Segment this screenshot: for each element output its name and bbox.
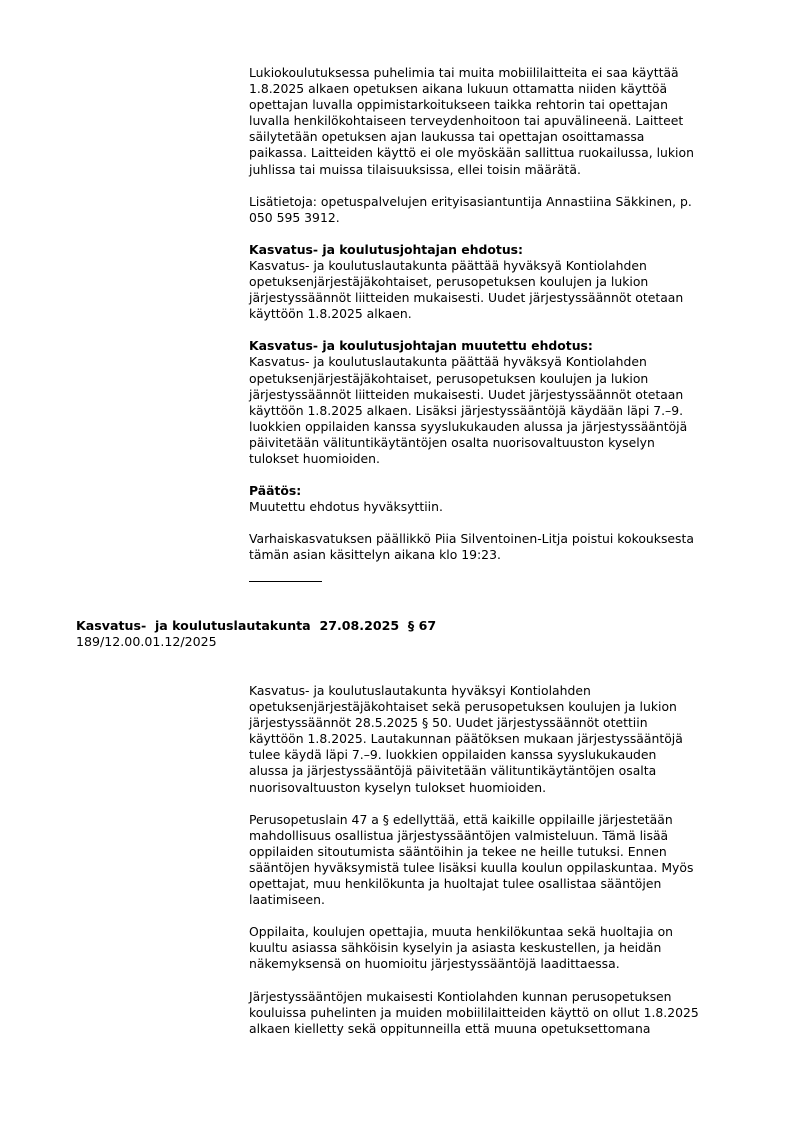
- section-2-body: [249, 683, 739, 1037]
- section-2-header: [76, 618, 436, 650]
- proposal-heading: Kasvatus- ja koulutusjohtajan ehdotus:: [249, 241, 523, 257]
- section-1-body: [249, 65, 739, 563]
- decision-heading: Päätös:: [249, 483, 302, 499]
- paragraph-background: Kasvatus- ja koulutuslautakunta hyväksyi Kontiolahden opetuksenjärjestäjäkohtaiset sekä perusopetuksen koulujen ja lukion järjestyssäännöt 28.5.2025 § 50. Uudet järjestyssäännöt otettiin käyttöön 1.8.2025. Lautakunnan päätöksen mukaan järjestyssääntöjä tulee käydä läpi 7.–9. luokkien oppilaiden kanssa syyslukukauden alussa ja järjestyssääntöjä päivitetään välituntikäytäntöjen osalta nuorisovaltuuston kyselyn tulokset huomioiden.: [249, 683, 683, 795]
- amended-proposal-text: Kasvatus- ja koulutuslautakunta päättää hyväksyä Kontiolahden opetuksenjärjestäjäkohtaiset, perusopetuksen koulujen ja lukion järjestyssäännöt liitteiden mukaisesti. Uudet järjestyssäännöt otetaan käyttöön 1.8.2025 alkaen. Lisäksi järjestyssääntöjä käydään läpi 7.–9. luokkien oppilaiden kanssa syyslukukauden alussa ja järjestyssääntöjä päivitetään välituntikäytäntöjen osalta nuorisovaltuuston kyselyn tulokset huomioiden.: [249, 354, 688, 466]
- case-reference-number: 189/12.00.01.12/2025: [76, 634, 217, 649]
- section-divider-rule: [249, 581, 322, 582]
- meeting-title: Kasvatus- ja koulutuslautakunta 27.08.2025 § 67: [76, 618, 437, 633]
- paragraph-law-reference: Perusopetuslain 47 a § edellyttää, että kaikille oppilaille järjestetään mahdollisuus osallistua järjestyssääntöjen valmisteluun. Tämä lisää oppilaiden sitoutumista sääntöihin ja tekee ne heille tutuksi. Ennen sääntöjen hyväksymistä tulee lisäksi kuulla koulun oppilaskuntaa. Myös opettajat, muu henkilökunta ja huoltajat tulee osallistaa sääntöjen laatimiseen.: [249, 811, 694, 908]
- paragraph-contact-info: Lisätietoja: opetuspalvelujen erityisasiantuntija Annastiina Säkkinen, p. 050 595 3912.: [249, 193, 692, 225]
- decision-text: Muutettu ehdotus hyväksyttiin.: [249, 499, 443, 515]
- paragraph-phone-rules-lukio: Lukiokoulutuksessa puhelimia tai muita mobiililaitteita ei saa käyttää 1.8.2025 alkaen opetuksen aikana lukuun ottamatta niiden käyttöä opettajan luvalla oppimistarkoitukseen taikka rehtorin tai opettajan luvalla henkilökohtaiseen terveydenhoitoon tai apuvälineenä. Laitteet säilytetään opetuksen ajan laukussa tai opettajan osoittamassa paikassa. Laitteiden käyttö ei ole myöskään sallittua ruokailussa, lukion juhlissa tai muissa tilaisuuksissa, ellei toisin määrätä.: [249, 65, 694, 177]
- paragraph-consultation: Oppilaita, koulujen opettajia, muuta henkilökuntaa sekä huoltajia on kuultu asiassa sähköisin kyselyin ja asiasta keskustellen, ja heidän näkemyksensä on huomioitu järjestyssääntöjä laadittaessa.: [249, 924, 674, 972]
- paragraph-phone-ban: Järjestyssääntöjen mukaisesti Kontiolahden kunnan perusopetuksen kouluissa puhelinten ja muiden mobiililaitteiden käyttö on ollut 1.8.2025 alkaen kielletty sekä oppitunneilla että muuna opetuksettomana: [249, 988, 699, 1036]
- attendance-note: Varhaiskasvatuksen päällikkö Piia Silventoinen-Litja poistui kokouksesta tämän asian käsittelyn aikana klo 19:23.: [249, 531, 694, 563]
- proposal-text: Kasvatus- ja koulutuslautakunta päättää hyväksyä Kontiolahden opetuksenjärjestäjäkohtaiset, perusopetuksen koulujen ja lukion järjestyssäännöt liitteiden mukaisesti. Uudet järjestyssäännöt otetaan käyttöön 1.8.2025 alkaen.: [249, 257, 684, 322]
- amended-proposal-heading: Kasvatus- ja koulutusjohtajan muutettu ehdotus:: [249, 338, 593, 354]
